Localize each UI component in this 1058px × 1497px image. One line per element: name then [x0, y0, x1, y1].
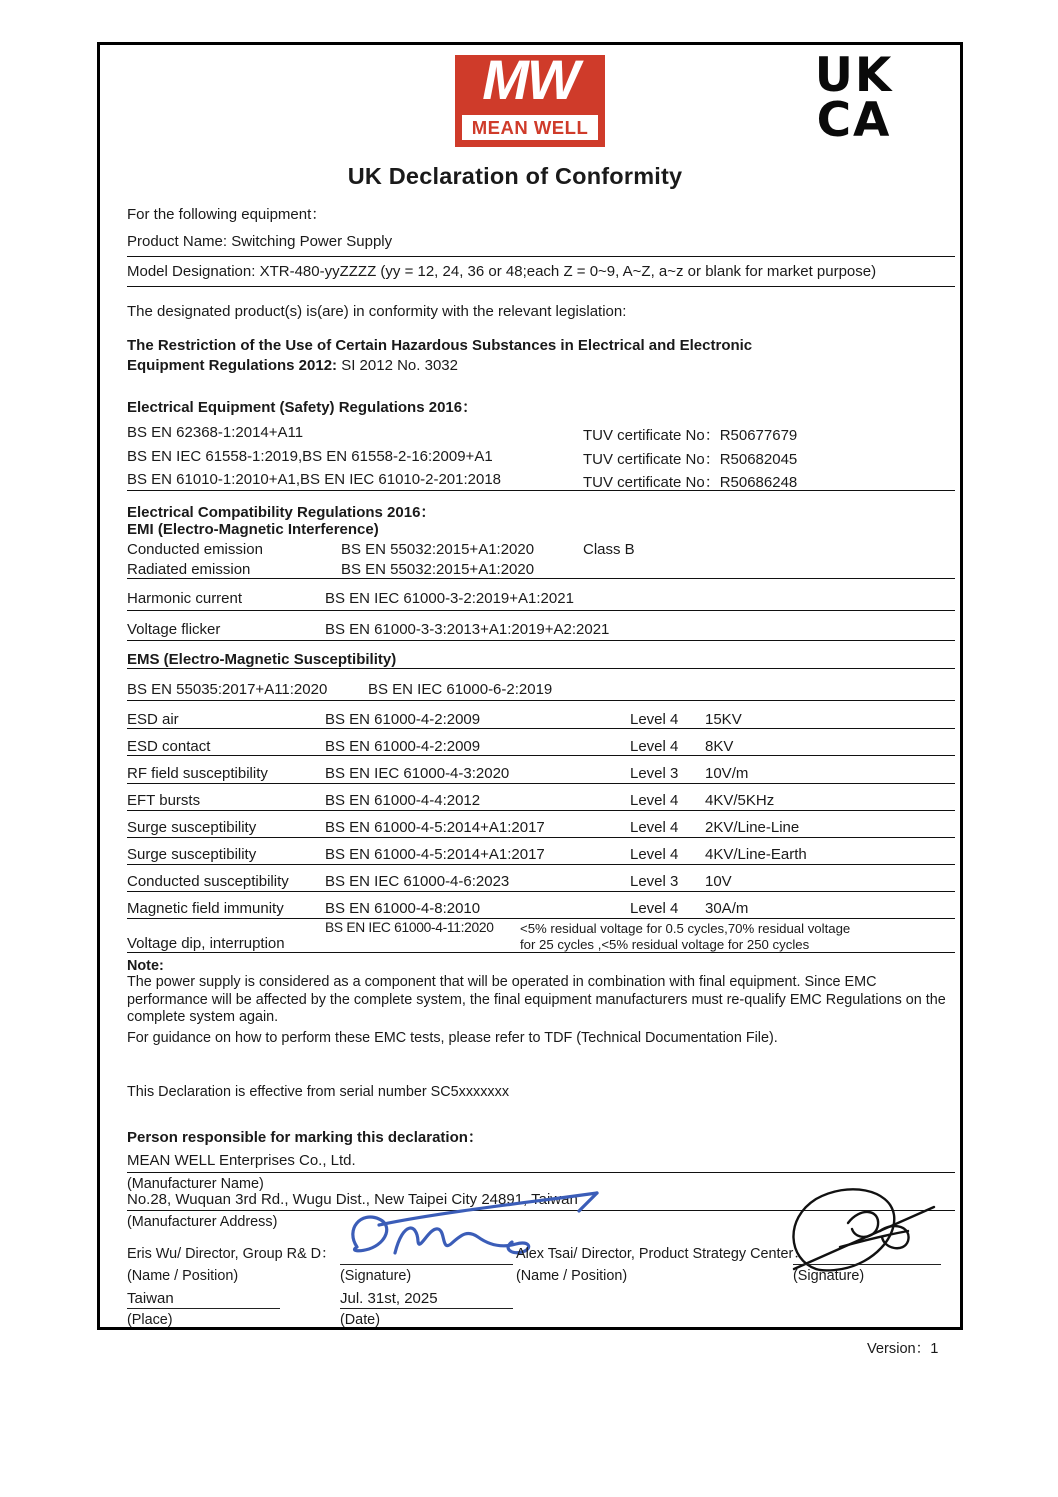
manufacturer-address: No.28, Wuquan 3rd Rd., Wugu Dist., New Taipei City 24891, Taiwan [127, 1191, 578, 1208]
ems-standard: BS EN 61000-4-2:2009 [325, 738, 481, 755]
place-value: Taiwan [127, 1290, 174, 1307]
rule-under-emi [127, 578, 955, 579]
ems-item: Magnetic field immunity [127, 900, 284, 917]
ems-value: 15KV [705, 711, 742, 728]
signature-line-1 [340, 1264, 513, 1265]
safety-row [127, 448, 955, 468]
ems-standard: BS EN 61000-4-2:2009 [325, 711, 481, 728]
safety-standard: BS EN IEC 61558-1:2019,BS EN 61558-2-16:2009+A1 [127, 448, 493, 465]
signer1-name: Eris Wu/ Director, Group R& D： [127, 1246, 336, 1262]
signer2-name: Alex Tsai/ Director, Product Strategy Center： [516, 1246, 808, 1262]
conformity-line: The designated product(s) is(are) in conformity with the relevant legislation: [127, 303, 627, 320]
model-designation-line: Model Designation: XTR-480-yyZZZZ (yy = 12, 24, 36 or 48;each Z = 0~9, A~Z, a~z or blank for market purpose) [127, 263, 877, 280]
ems-item: ESD air [127, 711, 179, 728]
page-title: UK Declaration of Conformity [347, 163, 683, 189]
responsible-heading: Person responsible for marking this declaration： [127, 1129, 483, 1146]
ems-standard: BS EN IEC 61000-4-3:2020 [325, 765, 510, 782]
rule-under-ems-row [127, 783, 955, 784]
date-label: (Date) [340, 1312, 380, 1328]
emi-item: Conducted emission [127, 541, 263, 558]
ukca-bottom: CA [816, 93, 892, 148]
note-guidance: For guidance on how to perform these EMC tests, please refer to TDF (Technical Documentation File). [127, 1030, 778, 1046]
safety-heading: Electrical Equipment (Safety) Regulations 2016： [127, 399, 478, 416]
ems-row [127, 792, 955, 812]
name-position-label-1: (Name / Position) [127, 1268, 239, 1284]
ems-value: 8KV [705, 738, 734, 755]
ems-standard: BS EN IEC 61000-4-6:2023 [325, 873, 510, 890]
product-name-line: Product Name: Switching Power Supply [127, 233, 393, 250]
rule-under-ems-heading [127, 668, 955, 669]
ems-standards-row [127, 681, 955, 701]
ems-row [127, 900, 955, 920]
ems-level: Level 4 [630, 792, 679, 809]
dip-desc-line2: for 25 cycles ,<5% residual voltage for 250 cycles [520, 937, 810, 952]
voltage-dip-row [127, 919, 955, 955]
emi-standard: BS EN 55032:2015+A1:2020 [341, 561, 535, 578]
emi-item: Radiated emission [127, 561, 251, 578]
manufacturer-address-label: (Manufacturer Address) [127, 1214, 278, 1230]
rule-under-product [127, 256, 955, 257]
flicker-standard: BS EN 61000-3-3:2013+A1:2019+A2:2021 [325, 621, 610, 638]
note-paragraph: The power supply is considered as a component that will be operated in combination with final equipment. Since EMC performance will be affected by the complete system, the final equipment manufacturers must re-qualify EMC Regulations on the complete system again. [127, 974, 946, 1026]
rohs-heading-bold: Equipment Regulations 2012: [127, 357, 338, 374]
ems-level: Level 3 [630, 765, 679, 782]
ems-heading: EMS (Electro-Magnetic Susceptibility) [127, 651, 397, 668]
ems-value: 4KV/5KHz [705, 792, 775, 809]
emi-standard: BS EN 55032:2015+A1:2020 [341, 541, 535, 558]
ems-level: Level 4 [630, 711, 679, 728]
version-label: Version：1 [867, 1341, 939, 1357]
ems-value: 10V/m [705, 765, 749, 782]
flicker-row [127, 621, 955, 641]
manufacturer-name: MEAN WELL Enterprises Co., Ltd. [127, 1152, 356, 1169]
ems-item: Surge susceptibility [127, 819, 257, 836]
date-value: Jul. 31st, 2025 [340, 1290, 438, 1307]
ems-row [127, 765, 955, 785]
ems-item: RF field susceptibility [127, 765, 268, 782]
ems-level: Level 3 [630, 873, 679, 890]
rule-under-ems-row [127, 891, 955, 892]
for-equipment-line: For the following equipment： [127, 206, 327, 223]
meanwell-logo [455, 48, 605, 147]
ems-value: 10V [705, 873, 732, 890]
safety-row [127, 471, 955, 491]
rule-under-model [127, 286, 955, 287]
rule-under-flicker [127, 640, 955, 641]
safety-standard: BS EN 61010-1:2010+A1,BS EN IEC 61010-2-201:2018 [127, 471, 502, 488]
rule-under-harmonic [127, 610, 955, 611]
rule-under-manufacturer-name [127, 1172, 955, 1173]
ems-standard-a: BS EN 55035:2017+A11:2020 [127, 681, 328, 698]
ukca-top: UK [814, 48, 894, 103]
serial-statement: This Declaration is effective from serial number SC5xxxxxxx [127, 1084, 510, 1100]
dip-standard: BS EN IEC 61000-4-11:2020 [325, 920, 494, 935]
rohs-si-ref: SI 2012 No. 3032 [337, 357, 458, 374]
harmonic-item: Harmonic current [127, 590, 243, 607]
ems-value: 4KV/Line-Earth [705, 846, 807, 863]
ukca-mark-icon [799, 48, 909, 148]
meanwell-wordmark-strip [462, 115, 598, 140]
emi-heading: EMI (Electro-Magnetic Interference) [127, 521, 379, 538]
harmonic-standard: BS EN IEC 61000-3-2:2019+A1:2021 [325, 590, 574, 607]
signature-line-2 [793, 1264, 941, 1265]
name-position-label-2: (Name / Position) [516, 1268, 628, 1284]
harmonic-row [127, 590, 955, 610]
certificate-page [97, 42, 963, 1330]
rule-under-voltage-dip [127, 952, 955, 953]
date-line [340, 1308, 513, 1309]
safety-cert: TUV certificate No：R50677679 [583, 427, 798, 444]
ems-standard: BS EN 61000-4-8:2010 [325, 900, 481, 917]
safety-row [127, 424, 955, 444]
safety-cert: TUV certificate No：R50682045 [583, 451, 798, 468]
rule-under-ems-row [127, 837, 955, 838]
ems-level: Level 4 [630, 738, 679, 755]
emi-class: Class B [583, 541, 635, 558]
dip-item: Voltage dip, interruption [127, 935, 285, 952]
ems-value: 2KV/Line-Line [705, 819, 800, 836]
ems-standard: BS EN 61000-4-5:2014+A1:2017 [325, 846, 545, 863]
rule-under-safety [127, 490, 955, 491]
rohs-heading-line1: The Restriction of the Use of Certain Hazardous Substances in Electrical and Electronic [127, 337, 753, 354]
ems-level: Level 4 [630, 846, 679, 863]
ems-item: Surge susceptibility [127, 846, 257, 863]
rohs-heading-line2 [127, 357, 458, 374]
meanwell-wordmark: MEAN WELL [471, 116, 589, 138]
ems-row [127, 819, 955, 839]
safety-standard: BS EN 62368-1:2014+A11 [127, 424, 304, 441]
note-label: Note: [127, 958, 164, 974]
ems-row [127, 846, 955, 866]
ems-standard-b: BS EN IEC 61000-6-2:2019 [368, 681, 553, 698]
rule-under-ems-row [127, 810, 955, 811]
ems-standard: BS EN 61000-4-4:2012 [325, 792, 481, 809]
ems-standard: BS EN 61000-4-5:2014+A1:2017 [325, 819, 545, 836]
ems-value: 30A/m [705, 900, 749, 917]
dip-desc-line1: <5% residual voltage for 0.5 cycles,70% residual voltage [520, 921, 851, 936]
ems-level: Level 4 [630, 819, 679, 836]
rule-under-ems-row [127, 864, 955, 865]
ems-item: ESD contact [127, 738, 211, 755]
ems-row [127, 873, 955, 893]
signature-label-2: (Signature) [793, 1268, 865, 1284]
place-label: (Place) [127, 1312, 173, 1328]
rule-under-ems-standards [127, 700, 955, 701]
meanwell-monogram-icon: MW [482, 48, 578, 111]
manufacturer-name-label: (Manufacturer Name) [127, 1176, 264, 1192]
safety-cert: TUV certificate No：R50686248 [583, 474, 798, 491]
signature-label-1: (Signature) [340, 1268, 412, 1284]
flicker-item: Voltage flicker [127, 621, 221, 638]
place-line [127, 1308, 280, 1309]
ems-item: EFT bursts [127, 792, 201, 809]
emi-row [127, 541, 955, 561]
rule-under-ems-row [127, 755, 955, 756]
ems-level: Level 4 [630, 900, 679, 917]
ems-item: Conducted susceptibility [127, 873, 289, 890]
rule-under-ems-row [127, 728, 955, 729]
emc-heading: Electrical Compatibility Regulations 2016： [127, 504, 436, 521]
